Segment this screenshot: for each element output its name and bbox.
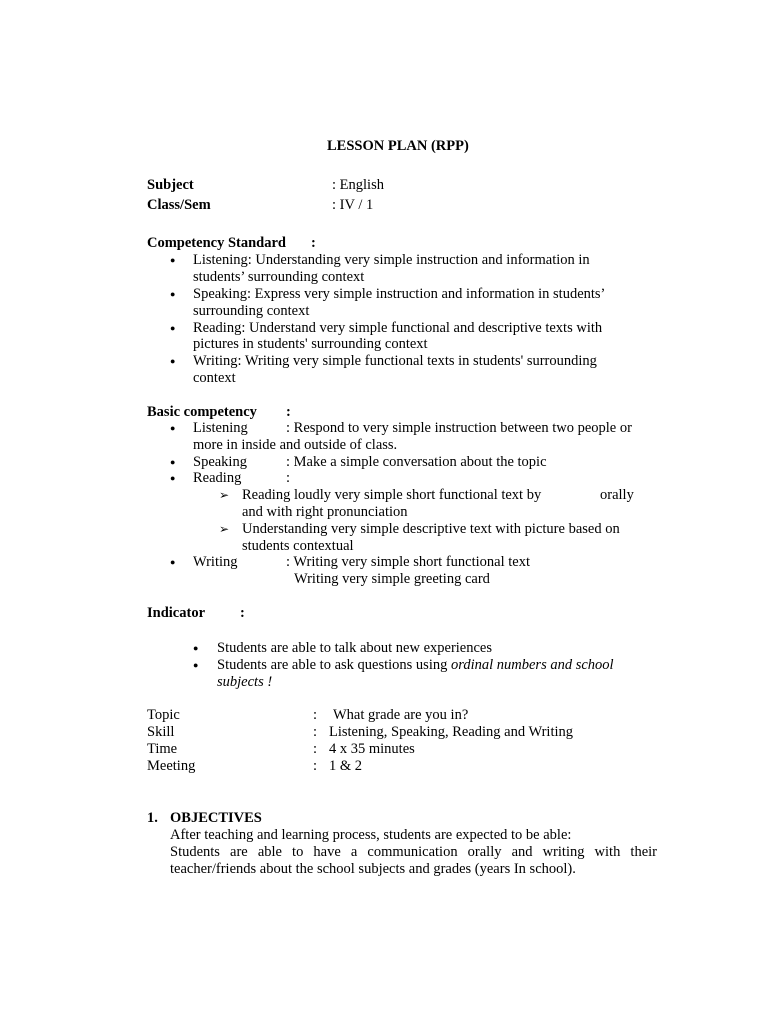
competency-item-line: Writing: Writing very simple functional texts in students' surrounding: [193, 353, 597, 369]
bullet-icon: ●: [170, 289, 176, 299]
skill-value: Listening, Speaking, Reading and Writing: [329, 724, 574, 740]
classsem-value: : IV / 1: [332, 197, 374, 213]
skill-label: Skill: [147, 724, 175, 740]
indicator-item-italic: ordinal numbers and school: [450, 657, 614, 673]
objectives-paragraph: Students are able to have a communication orally and writing with their teacher/friends about the school subjects and grades (years In school).: [170, 844, 657, 877]
indicator-item-italic-cont: subjects !: [217, 674, 273, 690]
reading-colon: :: [286, 470, 291, 486]
meeting-value: 1 & 2: [329, 758, 363, 774]
reading-sub-line: students contextual: [242, 538, 354, 554]
speaking-label: Speaking: [193, 454, 247, 470]
bullet-icon: ●: [170, 473, 176, 483]
arrow-bullet-icon: ➢: [219, 488, 230, 502]
bullet-icon: ●: [170, 557, 176, 567]
bullet-icon: ●: [170, 423, 176, 433]
subject-value: : English: [332, 177, 384, 193]
meeting-label: Meeting: [147, 758, 196, 774]
competency-item-line: Reading: Understand very simple functional and descriptive texts with: [193, 320, 603, 336]
time-colon: :: [313, 741, 318, 757]
time-label: Time: [147, 741, 178, 757]
indicator-colon: :: [240, 605, 245, 621]
indicator-item: Students are able to talk about new experiences: [217, 640, 492, 656]
competency-item-line: Listening: Understanding very simple instruction and information in: [193, 252, 590, 268]
skill-colon: :: [313, 724, 318, 740]
indicator-item-text: Students are able to ask questions using: [217, 657, 451, 673]
bullet-icon: ●: [193, 643, 199, 653]
basic-competency-colon: :: [286, 404, 291, 420]
topic-label: Topic: [147, 707, 180, 723]
meeting-colon: :: [313, 758, 318, 774]
subject-label: Subject: [147, 177, 194, 193]
bullet-icon: ●: [193, 660, 199, 670]
bullet-icon: ●: [170, 323, 176, 333]
classsem-label: Class/Sem: [147, 197, 211, 213]
listening-text-cont: more in inside and outside of class.: [193, 437, 398, 453]
competency-item-line: surrounding context: [193, 303, 310, 319]
writing-label: Writing: [193, 554, 238, 570]
competency-item-line: context: [193, 370, 236, 386]
reading-sub-line: Understanding very simple descriptive text with picture based on: [242, 521, 620, 537]
objectives-intro: After teaching and learning process, students are expected to be able:: [170, 827, 572, 843]
objectives-number: 1.: [147, 810, 158, 826]
topic-colon: :: [313, 707, 318, 723]
writing-text: : Writing very simple short functional text: [286, 554, 530, 570]
basic-competency-heading: Basic competency: [147, 404, 257, 420]
writing-text-cont: Writing very simple greeting card: [294, 571, 490, 587]
competency-item-line: pictures in students' surrounding context: [193, 336, 428, 352]
competency-standard-colon: :: [311, 235, 316, 251]
objectives-heading: OBJECTIVES: [170, 810, 262, 826]
page-title: LESSON PLAN (RPP): [327, 138, 469, 154]
reading-sub-line: and with right pronunciation: [242, 504, 408, 520]
bullet-icon: ●: [170, 356, 176, 366]
reading-sub-line: Reading loudly very simple short functional text by: [242, 487, 542, 503]
reading-label: Reading: [193, 470, 242, 486]
competency-standard-heading: Competency Standard: [147, 235, 286, 251]
arrow-bullet-icon: ➢: [219, 522, 230, 536]
indicator-heading: Indicator: [147, 605, 205, 621]
competency-item-line: Speaking: Express very simple instruction and information in students’: [193, 286, 606, 302]
bullet-icon: ●: [170, 457, 176, 467]
bullet-icon: ●: [170, 255, 176, 265]
topic-value: What grade are you in?: [333, 707, 469, 723]
listening-text: : Respond to very simple instruction between two people or: [286, 420, 632, 436]
indicator-item: [217, 657, 614, 674]
reading-sub-line: orally: [600, 487, 634, 503]
listening-label: Listening: [193, 420, 248, 436]
time-value: 4 x 35 minutes: [329, 741, 415, 757]
competency-item-line: students’ surrounding context: [193, 269, 365, 285]
speaking-text: : Make a simple conversation about the topic: [286, 454, 547, 470]
